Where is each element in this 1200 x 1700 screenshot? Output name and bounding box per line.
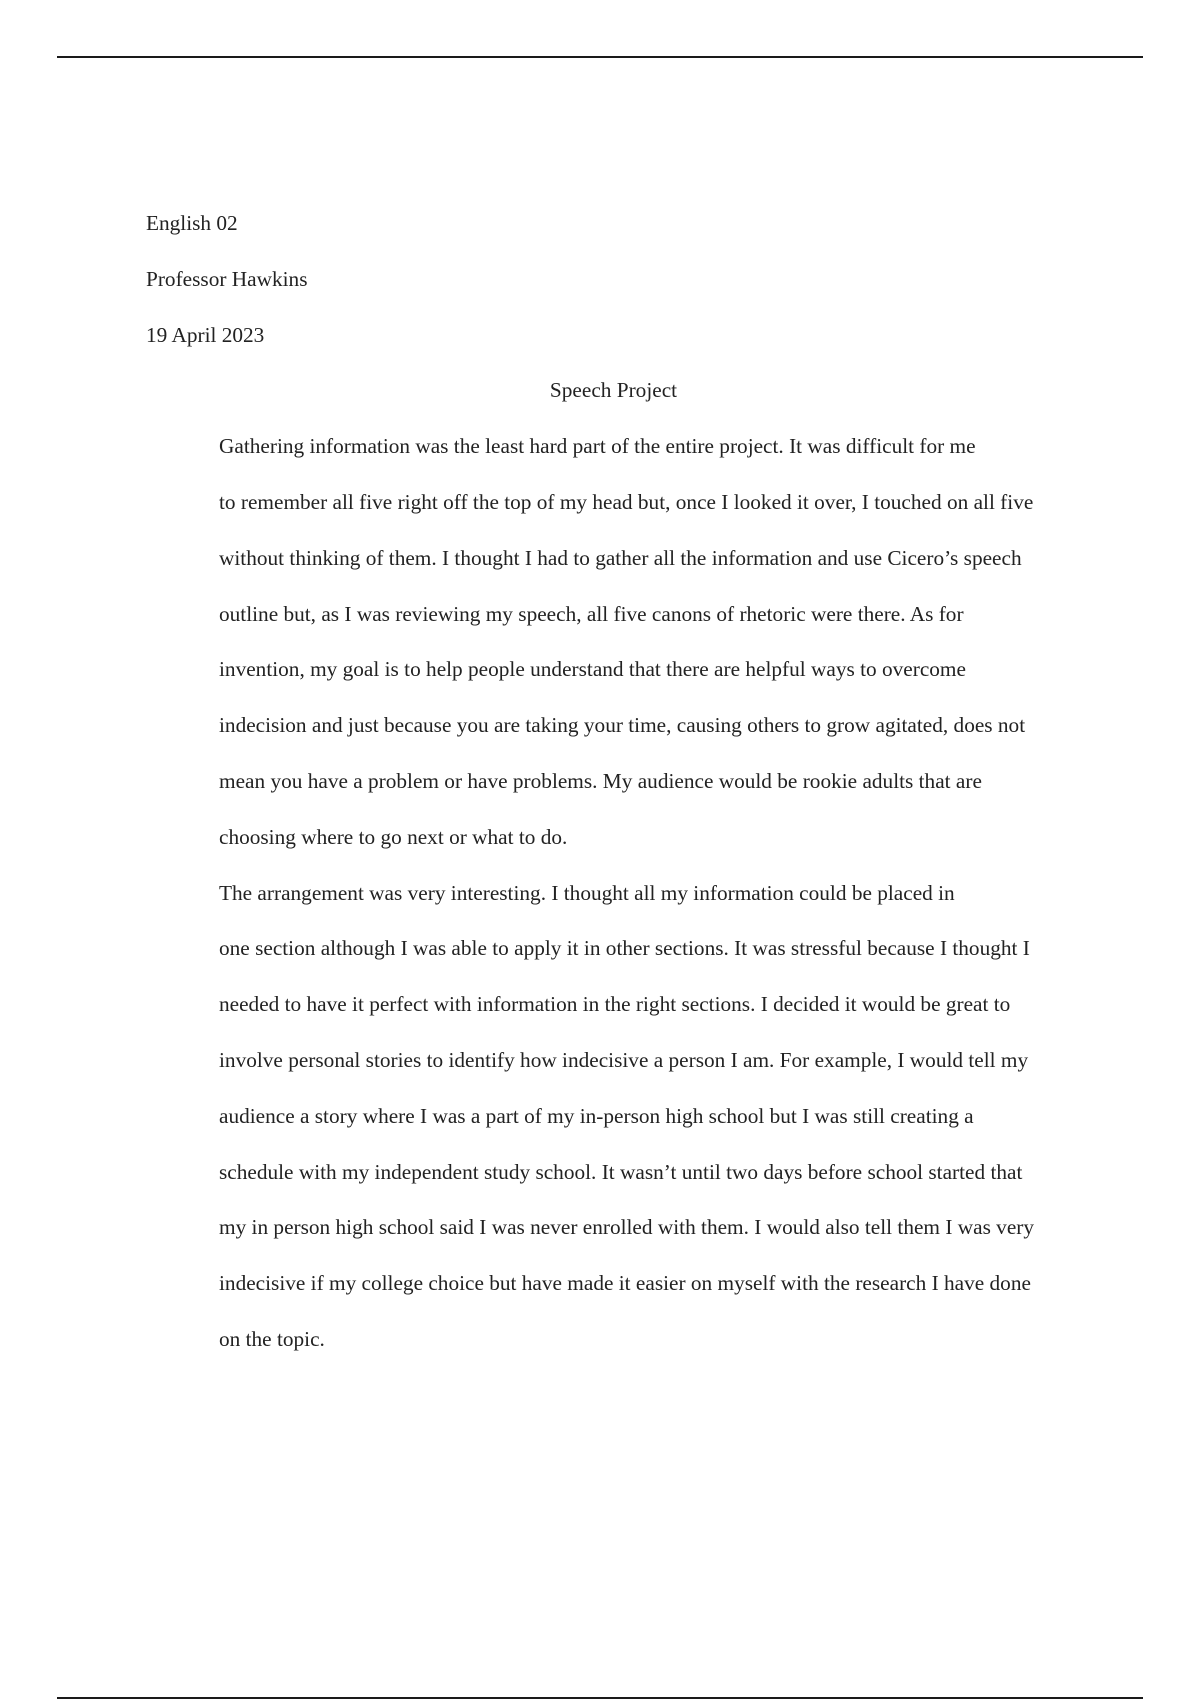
document-date: 19 April 2023 xyxy=(146,322,265,347)
paragraph-line: indecisive if my college choice but have made it easier on myself with the research I have done xyxy=(219,1271,1031,1296)
paragraph-line: invention, my goal is to help people understand that there are helpful ways to overcome xyxy=(219,657,966,682)
paragraph-line: one section although I was able to apply it in other sections. It was stressful because I thought I xyxy=(219,936,1030,961)
paragraph-line: mean you have a problem or have problems. My audience would be rookie adults that are xyxy=(219,768,982,793)
paragraph-1 xyxy=(146,419,1081,865)
paragraph-2 xyxy=(146,866,1081,1368)
paragraph-line: my in person high school said I was never enrolled with them. I would also tell them I was very xyxy=(219,1215,1035,1240)
paragraph-line: to remember all five right off the top of my head but, once I looked it over, I touched on all five xyxy=(219,489,1034,514)
professor-name: Professor Hawkins xyxy=(146,266,308,291)
paragraph-line: outline but, as I was reviewing my speech, all five canons of rhetoric were there. As for xyxy=(219,601,964,626)
paragraph-line: needed to have it perfect with information in the right sections. I decided it would be great to xyxy=(219,992,1011,1017)
paragraph-line: The arrangement was very interesting. I thought all my information could be placed in xyxy=(219,880,955,905)
paragraph-line: without thinking of them. I thought I had to gather all the information and use Cicero’s speech xyxy=(219,545,1022,570)
paragraph-line: indecision and just because you are taking your time, causing others to grow agitated, does not xyxy=(219,713,1026,738)
document-page xyxy=(146,196,1081,1368)
course-name: English 02 xyxy=(146,211,238,235)
paragraph-line: involve personal stories to identify how indecisive a person I am. For example, I would tell my xyxy=(219,1047,1029,1072)
paragraph-line: audience a story where I was a part of my in-person high school but I was still creating a xyxy=(219,1103,974,1128)
document-title: Speech Project xyxy=(549,378,678,403)
page-top-rule xyxy=(57,56,1143,58)
page-bottom-rule xyxy=(57,1697,1143,1699)
paragraph-line: schedule with my independent study school. It wasn’t until two days before school started that xyxy=(219,1159,1023,1184)
paragraph-line: Gathering information was the least hard part of the entire project. It was difficult for me xyxy=(219,434,976,459)
paragraph-line: choosing where to go next or what to do. xyxy=(219,824,568,849)
paragraph-line: on the topic. xyxy=(219,1326,325,1351)
